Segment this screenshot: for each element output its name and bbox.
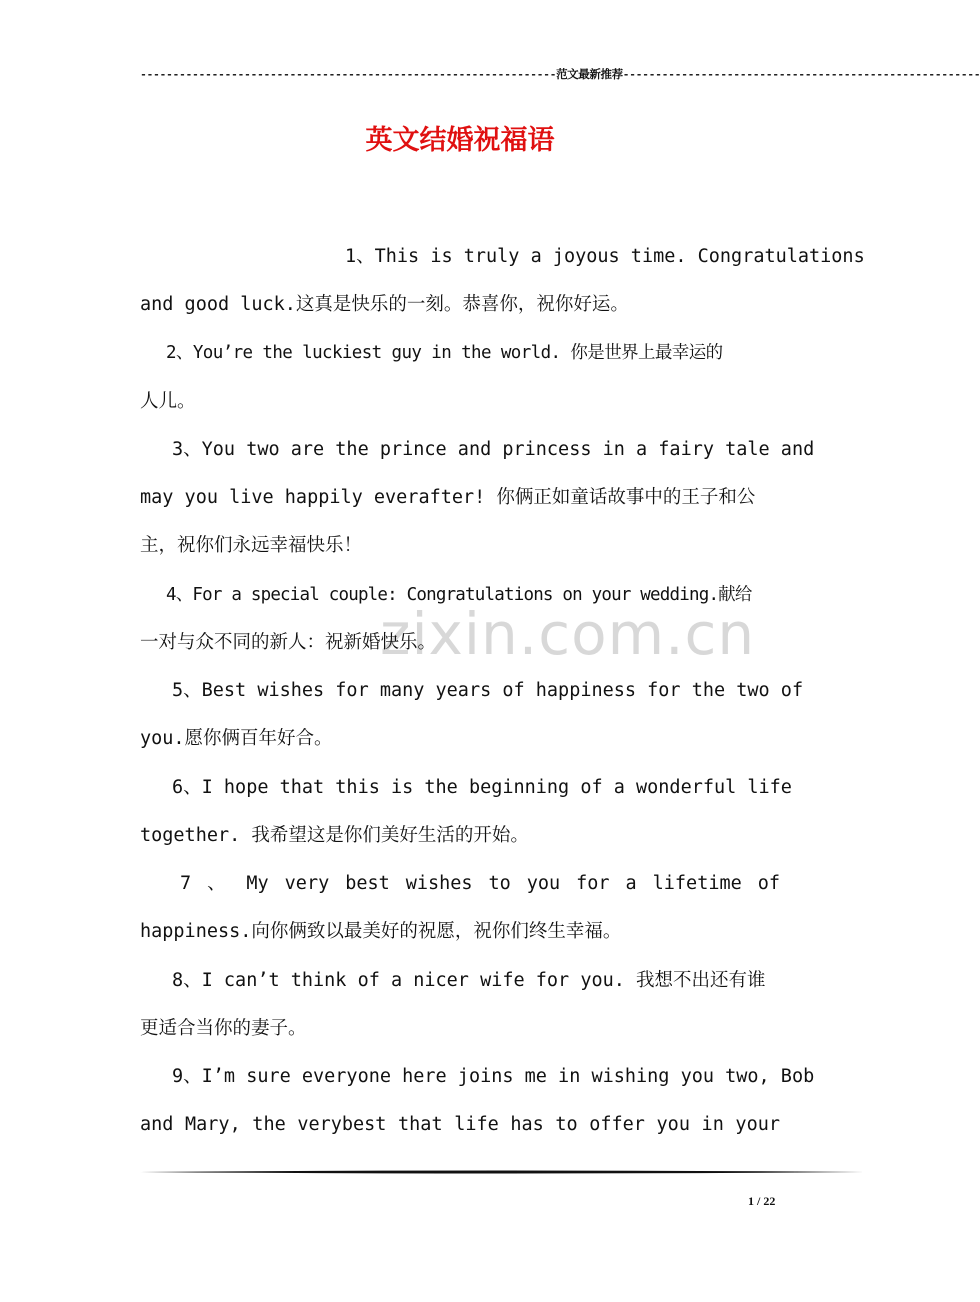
text-line: 7 、 My very best wishes to you for a lifetime of <box>180 873 780 894</box>
text-line: 人儿。 <box>140 391 196 412</box>
text-line: 4、For a special couple: Congratulations on your wedding.献给 <box>166 585 752 605</box>
text-line: and Mary, the verybest that life has to offer you in your <box>140 1114 780 1135</box>
text-line: 5、Best wishes for many years of happiness for the two of <box>172 680 804 701</box>
text-line: happiness.向你俩致以最美好的祝愿，祝你们终生幸福。 <box>140 921 622 942</box>
page-header: ----------------------------------------------------------------范文最新推荐------------------------------------------------------- <box>140 69 980 82</box>
text-line: 2、You’re the luckiest guy in the world. 你是世界上最幸运的 <box>166 343 723 363</box>
footer-rule <box>140 1170 864 1174</box>
text-line: and good luck.这真是快乐的一刻。恭喜你，祝你好运。 <box>140 294 629 315</box>
text-line: 更适合当你的妻子。 <box>140 1018 307 1039</box>
text-line: 1、This is truly a joyous time. Congratulations <box>345 246 865 267</box>
text-line: 9、I’m sure everyone here joins me in wishing you two, Bob <box>172 1066 815 1087</box>
text-line: 主，祝你们永远幸福快乐！ <box>140 535 363 556</box>
text-line: 3、You two are the prince and princess in a fairy tale and <box>172 439 815 460</box>
watermark: zixin.com.cn <box>380 600 756 668</box>
text-line: together. 我希望这是你们美好生活的开始。 <box>140 825 529 846</box>
text-line: 6、I hope that this is the beginning of a wonderful life <box>172 777 792 798</box>
text-line: 一对与众不同的新人：祝新婚快乐。 <box>140 632 437 653</box>
text-line: 8、I can’t think of a nicer wife for you. 我想不出还有谁 <box>172 970 766 991</box>
text-line: may you live happily everafter! 你俩正如童话故事中的王子和公 <box>140 487 756 508</box>
page-number: 1 / 22 <box>748 1194 776 1208</box>
page-title: 英文结婚祝福语 <box>365 125 555 156</box>
text-line: you.愿你俩百年好合。 <box>140 728 333 749</box>
